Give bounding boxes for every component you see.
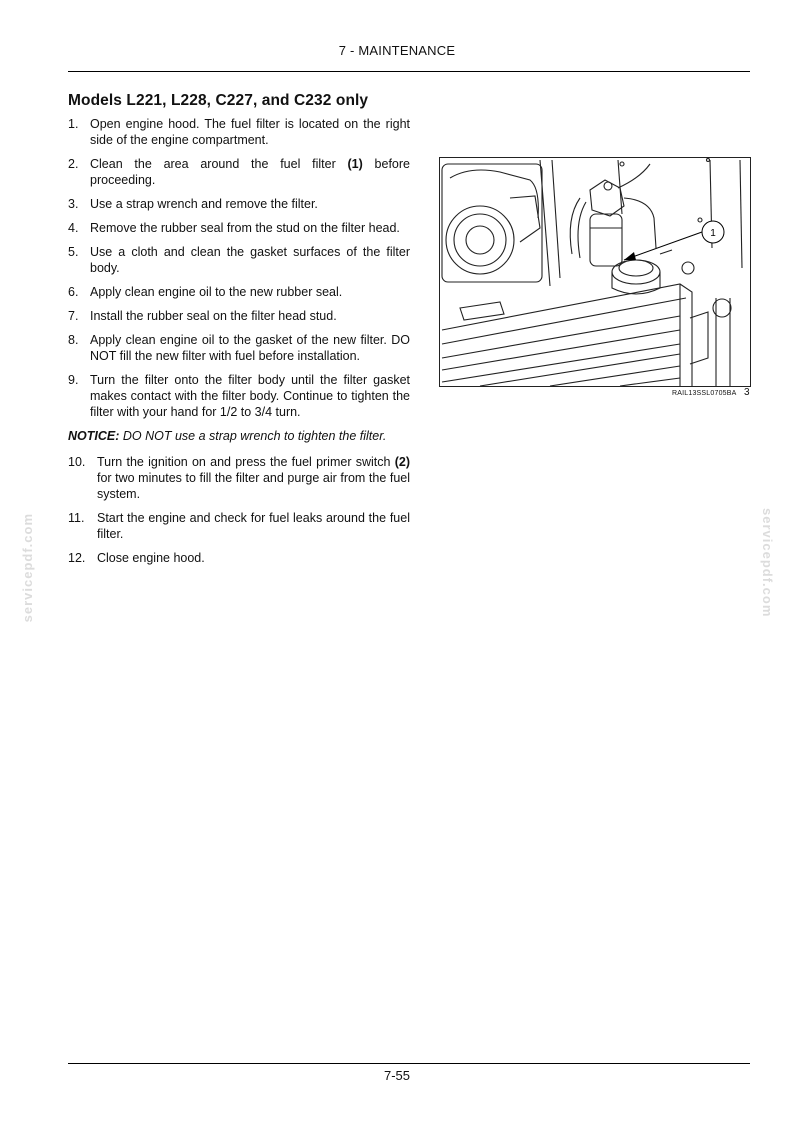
step-number: 4. — [68, 221, 79, 235]
step-9 — [68, 372, 410, 420]
step-10 — [68, 454, 410, 502]
step-text: Remove the rubber seal from the stud on the filter head. — [90, 221, 400, 235]
step-text: Close engine hood. — [97, 551, 205, 565]
figure-caption: RAIL13SSL0705BA — [672, 390, 737, 397]
step-text: Install the rubber seal on the filter head stud. — [90, 309, 337, 323]
step-number: 1. — [68, 117, 79, 131]
step-text: Apply clean engine oil to the gasket of the new filter. DO NOT fill the new filter with fuel before installation. — [90, 333, 410, 363]
step-5 — [68, 244, 410, 276]
step-number: 7. — [68, 309, 79, 323]
step-number: 10. — [68, 455, 86, 469]
step-number: 3. — [68, 197, 79, 211]
callout-ref: (2) — [394, 455, 410, 469]
watermark-left: servicepdf.com — [20, 513, 35, 623]
step-8 — [68, 332, 410, 364]
step-text — [97, 454, 410, 502]
step-number: 9. — [68, 373, 79, 387]
step-text: Use a strap wrench and remove the filter. — [90, 197, 318, 211]
illustration-drawing — [440, 158, 750, 386]
main-content — [68, 92, 410, 574]
step-number: 6. — [68, 285, 79, 299]
step-text — [90, 156, 410, 188]
step-text-pre: Clean the area around the fuel filter — [90, 157, 348, 171]
procedure-steps — [68, 116, 410, 420]
figure-number: 3 — [744, 387, 750, 398]
step-text: Turn the filter onto the filter body until the filter gasket makes contact with the filter body. Continue to tighten the filter with your hand for 1/2 to 3/4 turn. — [90, 373, 410, 419]
step-number: 12. — [68, 551, 86, 565]
step-number: 11. — [68, 511, 85, 525]
step-12 — [68, 550, 410, 566]
step-6 — [68, 284, 410, 300]
step-text: Apply clean engine oil to the new rubber seal. — [90, 285, 343, 299]
step-4 — [68, 220, 410, 236]
step-11 — [68, 510, 410, 542]
callout-number: 1 — [710, 228, 716, 239]
step-number: 5. — [68, 245, 79, 259]
watermark-right: servicepdf.com — [760, 508, 775, 618]
engine-fuel-filter-illustration — [439, 157, 751, 387]
step-text-post: for two minutes to fill the filter and purge air from the fuel system. — [97, 471, 410, 501]
step-3 — [68, 196, 410, 212]
notice — [68, 428, 410, 444]
step-text: Use a cloth and clean the gasket surfaces of the filter body. — [90, 245, 410, 275]
step-7 — [68, 308, 410, 324]
callout-ref: (1) — [347, 157, 363, 171]
step-1 — [68, 116, 410, 148]
step-text: Start the engine and check for fuel leaks around the fuel filter. — [97, 511, 410, 541]
procedure-steps-continued — [68, 454, 410, 566]
step-text: Open engine hood. The fuel filter is located on the right side of the engine compartment. — [90, 117, 410, 147]
step-2 — [68, 156, 410, 188]
step-number: 8. — [68, 333, 79, 347]
page-number: 7-55 — [383, 1068, 411, 1083]
step-text-pre: Turn the ignition on and press the fuel primer switch — [97, 455, 395, 469]
notice-text: DO NOT use a strap wrench to tighten the filter. — [119, 429, 387, 443]
step-text-post: before proceeding. — [90, 157, 410, 187]
step-number: 2. — [68, 157, 79, 171]
running-header: 7 - MAINTENANCE — [338, 43, 456, 58]
footer-rule — [68, 1063, 750, 1064]
notice-label: NOTICE: — [68, 429, 120, 443]
section-title: Models L221, L228, C227, and C232 only — [68, 92, 369, 109]
header-rule — [68, 71, 750, 72]
